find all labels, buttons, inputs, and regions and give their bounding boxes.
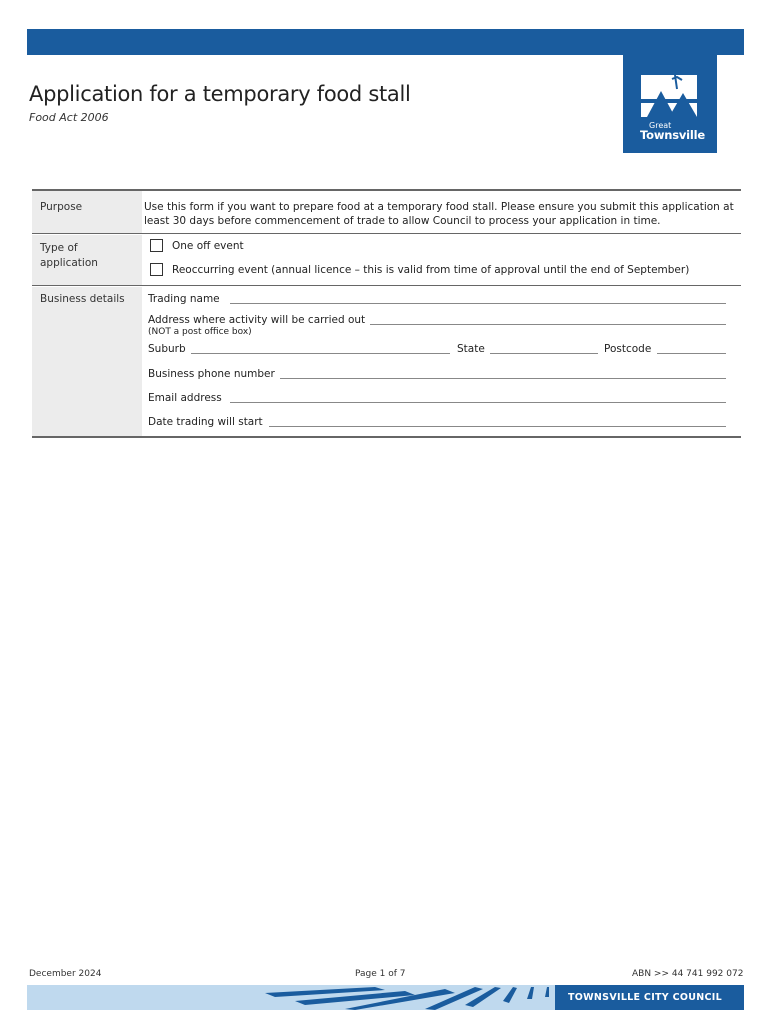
suburb-field[interactable] [191,353,450,354]
one-off-event-label: One off event [172,240,244,252]
row-divider [32,285,741,286]
logo-mark-icon [639,69,701,119]
townsville-logo [623,55,717,153]
business-details-label: Business details [40,293,125,305]
phone-field[interactable] [280,378,726,379]
address-label: Address where activity will be carried out [148,314,366,326]
date-start-label: Date trading will start [148,416,263,428]
footer-abn: ABN >> 44 741 992 072 [632,969,744,979]
purpose-text-line1: Use this form if you want to prepare food at a temporary food stall. Please ensure you submit this application at [144,201,734,213]
trading-name-label: Trading name [148,293,220,305]
page-subtitle: Food Act 2006 [29,111,109,124]
postcode-field[interactable] [657,353,726,354]
table-bottom-rule [32,436,741,438]
type-label-line2: application [40,257,98,269]
email-field[interactable] [230,402,726,403]
footer-wave-graphic [255,985,555,1010]
logo-text-townsville: Townsville [640,128,705,142]
type-label-line1: Type of [40,242,78,254]
reoccurring-event-label: Reoccurring event (annual licence – this is valid from time of approval until the end of September) [172,264,690,276]
logo-text-great: Great [649,121,672,130]
date-start-field[interactable] [269,426,726,427]
row-divider [32,233,741,234]
one-off-event-checkbox[interactable] [150,239,163,252]
address-field[interactable] [370,324,726,325]
table-top-rule [32,189,741,191]
state-label: State [457,343,485,355]
footer-date: December 2024 [29,969,102,979]
page-title: Application for a temporary food stall [29,82,411,106]
footer-bar [27,985,744,1010]
purpose-label: Purpose [40,201,83,213]
header-bar [27,29,744,55]
address-note: (NOT a post office box) [148,327,252,337]
postcode-label: Postcode [604,343,652,355]
footer-page-number: Page 1 of 7 [355,969,406,979]
business-label-cell [32,287,142,438]
purpose-text-line2: least 30 days before commencement of trade to allow Council to process your application in time. [144,215,661,227]
footer-council-name: TOWNSVILLE CITY COUNCIL [568,992,722,1003]
email-label: Email address [148,392,222,404]
reoccurring-event-checkbox[interactable] [150,263,163,276]
trading-name-field[interactable] [230,303,726,304]
state-field[interactable] [490,353,598,354]
suburb-label: Suburb [148,343,186,355]
phone-label: Business phone number [148,368,275,380]
application-form-table [32,189,741,438]
